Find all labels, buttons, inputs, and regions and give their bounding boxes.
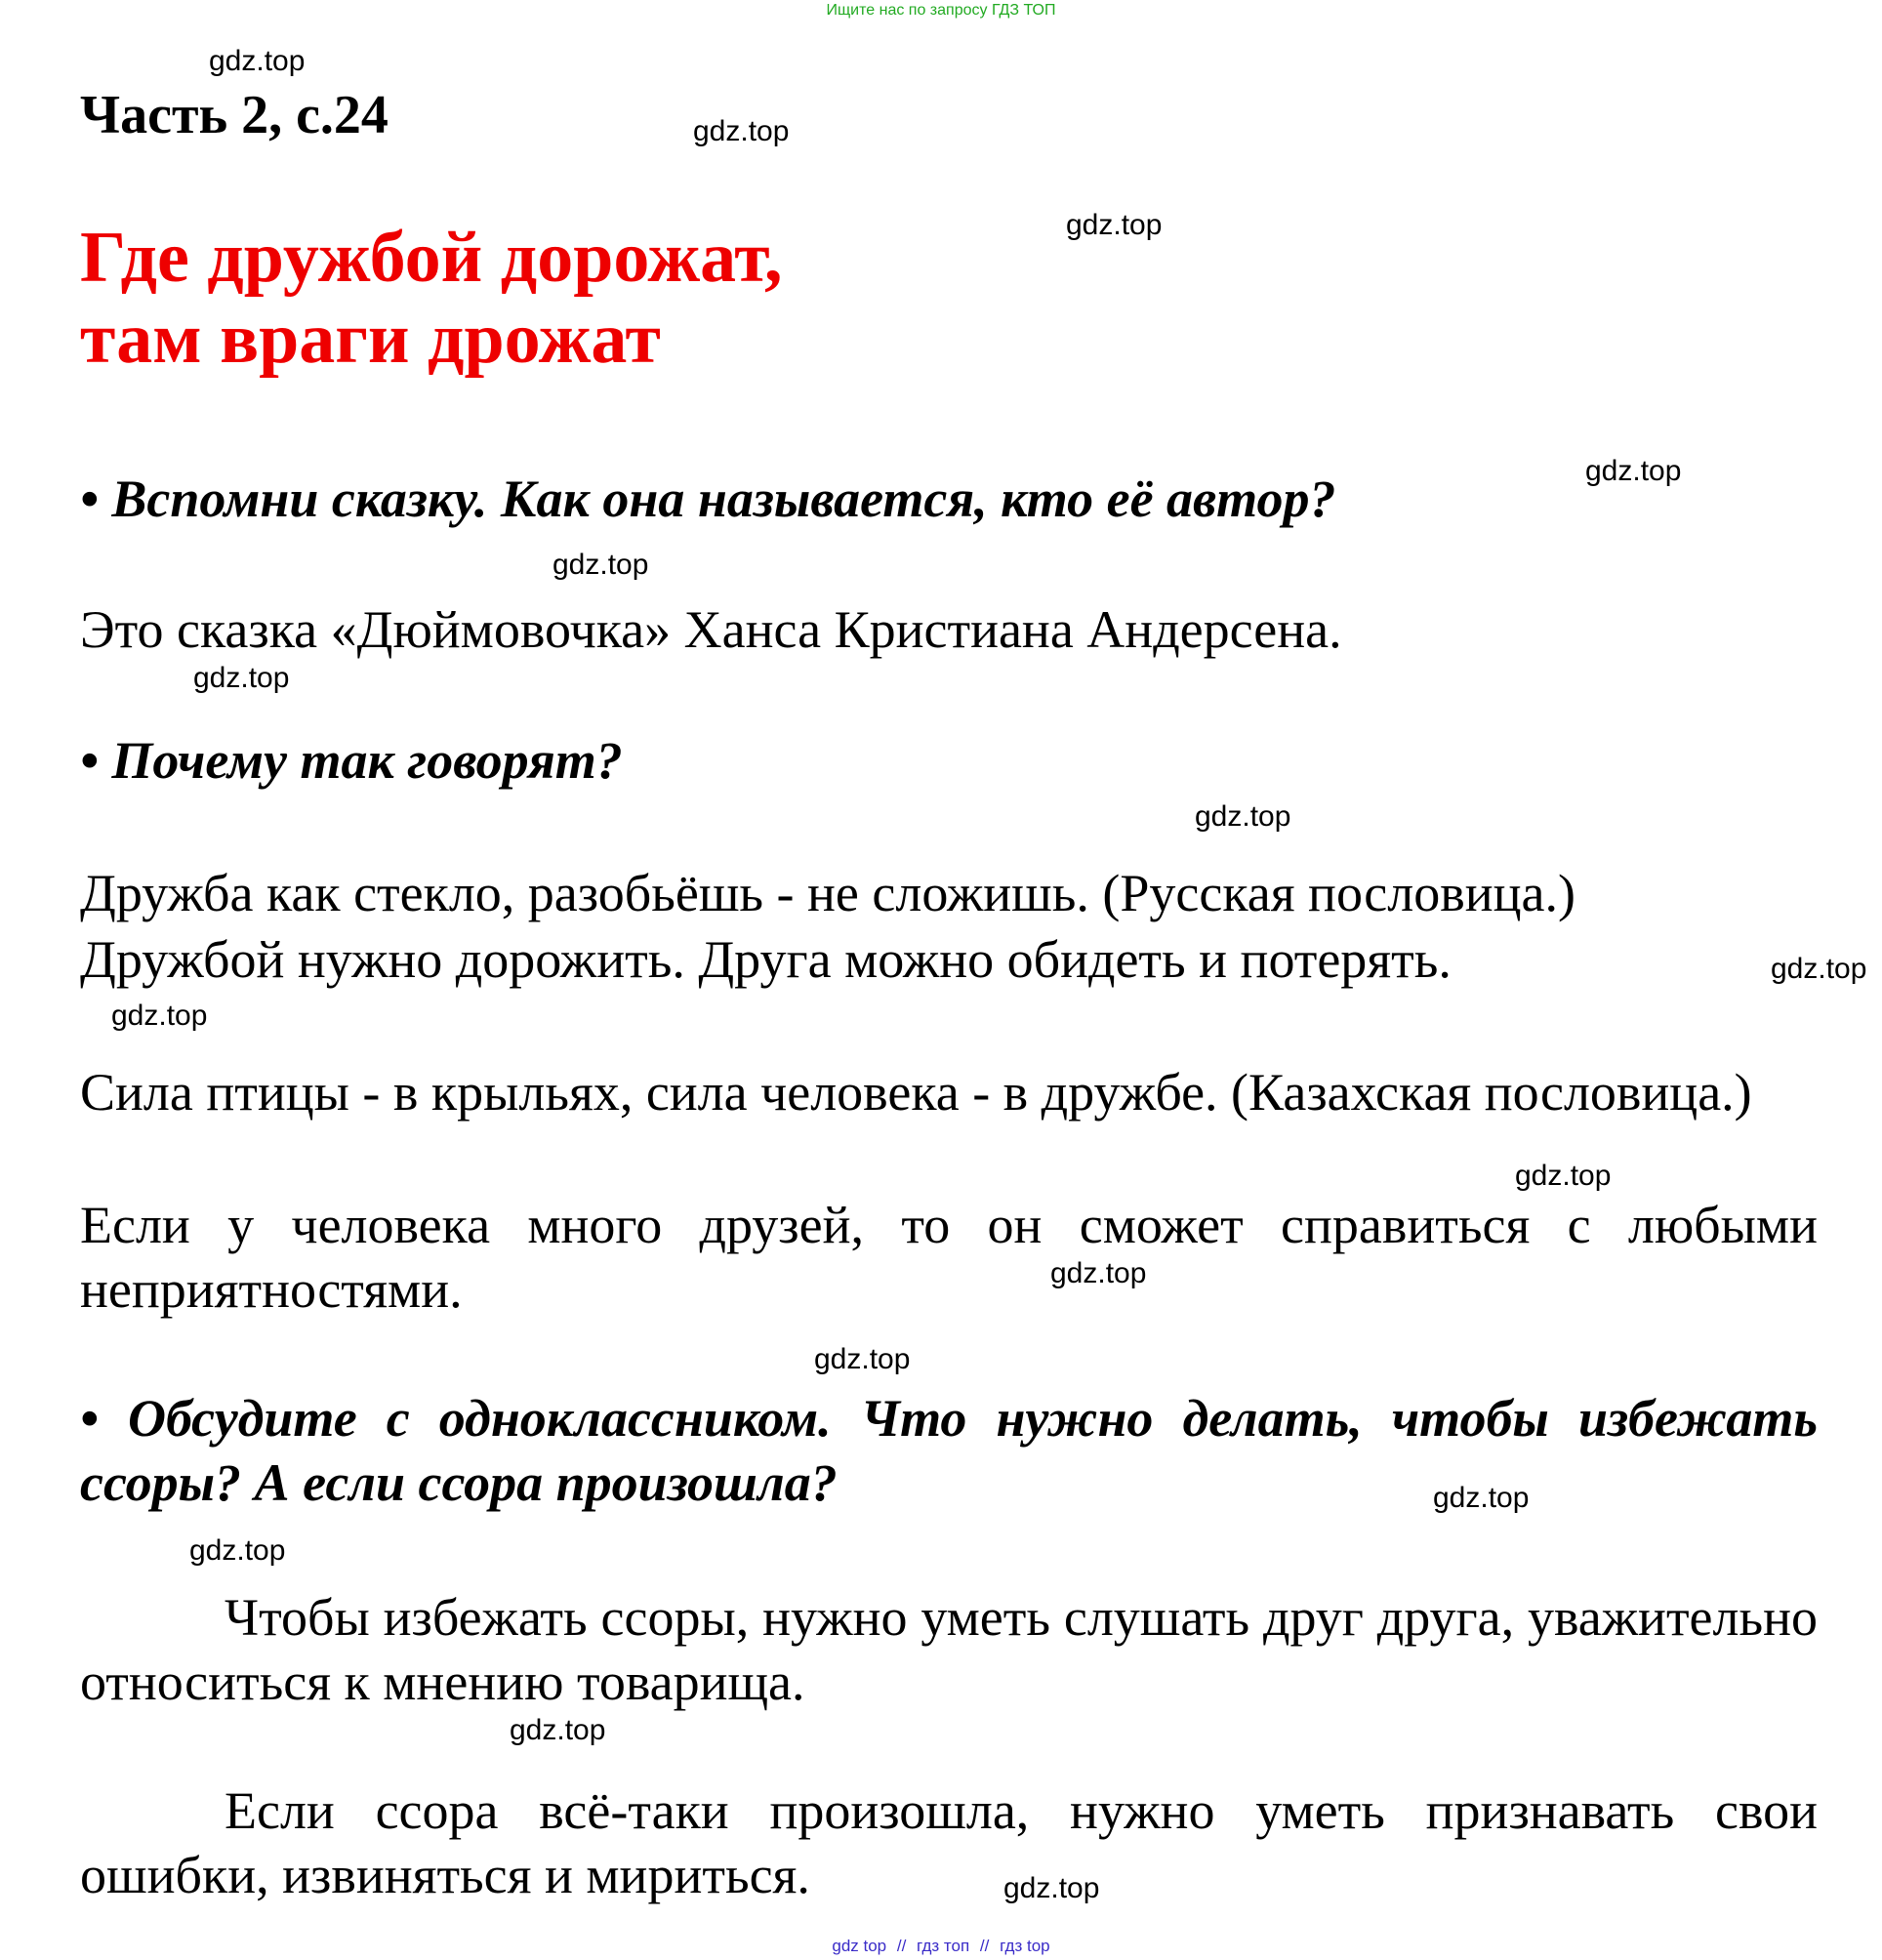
- watermark: gdz.top: [189, 1534, 286, 1567]
- answer-2-proverb-2: Сила птицы - в крыльях, сила человека - в дружбе. (Казахская пословица.): [80, 1063, 1752, 1122]
- footer-part: gdz top: [832, 1937, 887, 1955]
- watermark: gdz.top: [111, 1000, 208, 1032]
- footer-separator: //: [979, 1937, 990, 1955]
- watermark: gdz.top: [510, 1714, 606, 1746]
- answer-2-line-2: Дружбой нужно дорожить. Друга можно обидеть и потерять.: [80, 930, 1452, 989]
- watermark: gdz.top: [552, 549, 649, 581]
- answer-3-paragraph-1: Чтобы избежать ссоры, нужно уметь слушать друг друга, уважительно относиться к мнению товарища.: [80, 1588, 1818, 1711]
- question-3: • Обсудите с одноклассником. Что нужно делать, чтобы избежать ссоры? А если ссора произошла?: [80, 1389, 1818, 1512]
- title-line-1: Где дружбой дорожат,: [80, 218, 783, 298]
- watermark: gdz.top: [1771, 953, 1867, 985]
- footer: [0, 1937, 1882, 1956]
- watermark: gdz.top: [209, 45, 306, 77]
- watermark: gdz.top: [1195, 800, 1291, 833]
- watermark: gdz.top: [814, 1343, 911, 1375]
- watermark: gdz.top: [1433, 1482, 1530, 1514]
- footer-separator: //: [896, 1937, 907, 1955]
- watermark: gdz.top: [693, 115, 790, 147]
- watermark: gdz.top: [1050, 1257, 1147, 1289]
- question-2: • Почему так говорят?: [80, 731, 623, 790]
- watermark: gdz.top: [1003, 1872, 1100, 1904]
- title-line-2: там враги дрожат: [80, 299, 661, 379]
- watermark: gdz.top: [1066, 209, 1163, 241]
- page-heading: Часть 2, с.24: [80, 85, 389, 145]
- top-banner: Ищите нас по запросу ГДЗ ТОП: [826, 2, 1056, 19]
- footer-part: гдз топ: [917, 1937, 970, 1955]
- answer-3-paragraph-2: Если ссора всё-таки произошла, нужно уметь признавать свои ошибки, извиняться и мириться.: [80, 1781, 1818, 1904]
- answer-2-line-1: Дружба как стекло, разобьёшь - не сложишь. (Русская пословица.): [80, 864, 1575, 922]
- footer-part: гдз top: [1000, 1937, 1050, 1955]
- question-1: • Вспомни сказку. Как она называется, кто её автор?: [80, 470, 1336, 528]
- answer-1: Это сказка «Дюймовочка» Ханса Кристиана Андерсена.: [80, 600, 1342, 659]
- answer-2-explanation-2: Если у человека много друзей, то он сможет справиться с любыми неприятностями.: [80, 1196, 1818, 1319]
- watermark: gdz.top: [1585, 455, 1682, 487]
- watermark: gdz.top: [193, 662, 290, 694]
- watermark: gdz.top: [1515, 1160, 1612, 1192]
